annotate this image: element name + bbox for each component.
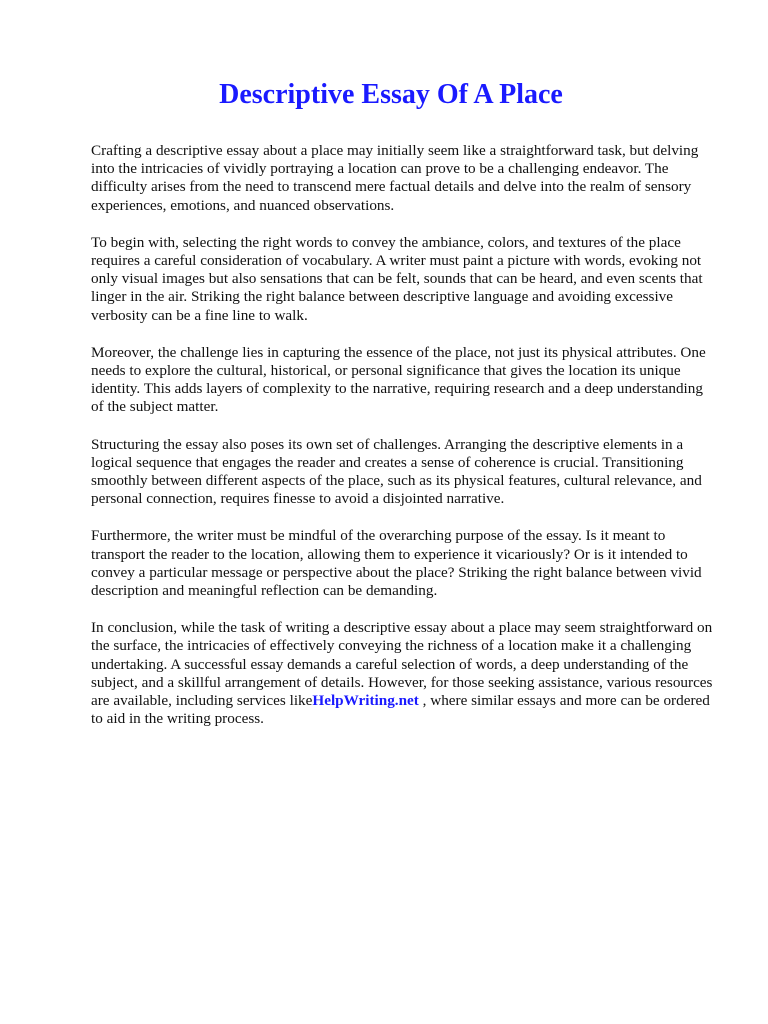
page-title: Descriptive Essay Of A Place (219, 79, 563, 110)
paragraph-structure: Structuring the essay also poses its own set of challenges. Arranging the descriptive elements in a logical sequence that engages the reader and creates a sense of coherence is crucial. Transitioning smoothly between different aspects of the place, such as its physical features, cultural relevance, and personal connection, requires finesse to avoid a disjointed narrative. (91, 435, 702, 508)
paragraph-purpose: Furthermore, the writer must be mindful of the overarching purpose of the essay. Is it meant to transport the reader to the location, allowing them to experience it vicariously? Or is it intended to convey a particular message or perspective about the place? Striking the right balance between vivid description and meaningful reflection can be demanding. (91, 527, 702, 600)
helpwriting-link[interactable]: HelpWriting.net (312, 692, 419, 710)
paragraph-intro: Crafting a descriptive essay about a place may initially seem like a straightforward task, but delving into the intricacies of vividly portraying a location can prove to be a challenging endeavor. The difficulty arises from the need to transcend mere factual details and delve into the realm of sensory experiences, emotions, and nuanced observations. (91, 142, 699, 214)
paragraph-word-choice: To begin with, selecting the right words to convey the ambiance, colors, and textures of the place requires a careful consideration of vocabulary. A writer must paint a picture with words, evoking not only visual images but also sensations that can be felt, sounds that can be heard, and even scents that linger in the air. Striking the right balance between descriptive language and avoiding excessive verbosity can be a fine line to walk. (91, 233, 703, 324)
paragraph-essence: Moreover, the challenge lies in capturing the essence of the place, not just its physical attributes. One needs to explore the cultural, historical, or personal significance that gives the location its unique identity. This adds layers of complexity to the narrative, requiring research and a deep understanding of the subject matter. (91, 343, 706, 416)
paragraph-conclusion (91, 619, 716, 728)
conclusion-text-after-link: , where similar essays and more can be ordered to aid in the writing process. (91, 692, 710, 728)
conclusion-text-before-link: In conclusion, while the task of writing a descriptive essay about a place may seem straightforward on the surface, the intricacies of effectively conveying the richness of a location make it a challenging undertaking. A successful essay demands a careful selection of words, a deep understanding of the subject, and a skillful arrangement of details. However, for those seeking assistance, various resources are available, including services like (91, 619, 713, 710)
